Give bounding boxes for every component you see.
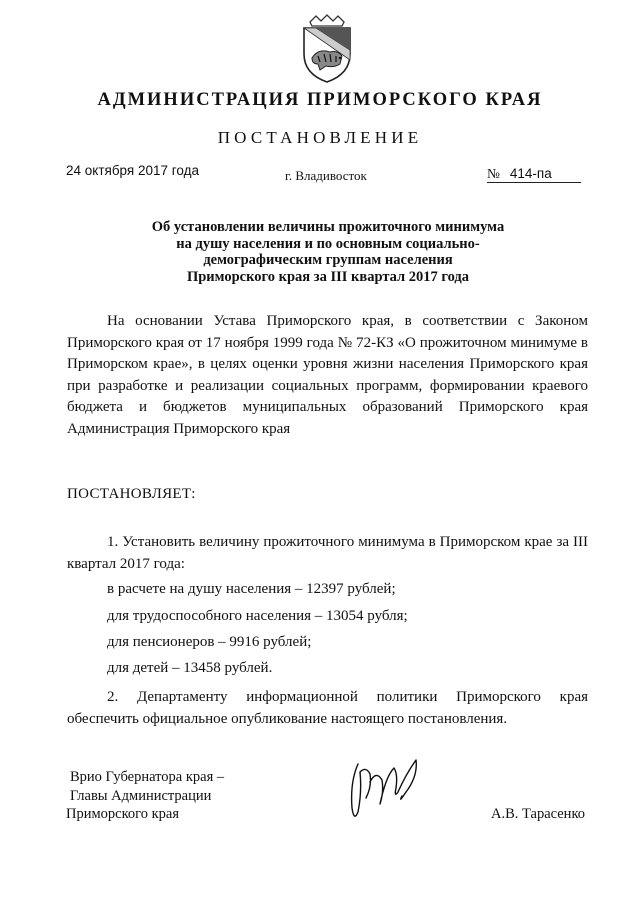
handwritten-signature [336,752,426,826]
document-number [487,166,581,183]
preamble-paragraph [67,311,588,440]
subitem-pensioners: для пенсионеров – 9916 рублей; [107,634,312,650]
signatory-name: А.В. Тарасенко [491,806,586,822]
item-2-lead: 2. Департаменту информационной политики Приморского края [107,689,588,705]
decree-word: ПОСТАНОВЛЯЕТ: [67,486,196,502]
coat-of-arms-icon [296,14,358,84]
signatory-position [66,768,225,824]
item-2 [67,686,588,730]
number-value: 414-па [509,166,552,181]
item-1: 1. Установить величину прожиточного минимума в Приморском крае за III квартал 2017 года: [67,534,588,572]
document-type: ПОСТАНОВЛЕНИЕ [217,128,423,147]
subitem-working-age: для трудоспособного населения – 13054 рубля; [107,608,408,624]
position-line: Приморского края [66,806,180,822]
title-line: Приморского края за III квартал 2017 года [186,268,470,285]
subitem-per-capita: в расчете на душу населения – 12397 рублей; [107,581,396,597]
item-2-rest: обеспечить официальное опубликование настоящего постановления. [67,711,508,727]
position-line: Врио Губернатора края – [70,769,225,785]
document-city: г. Владивосток [285,168,367,183]
subitem-children: для детей – 13458 рублей. [107,660,273,676]
document-title [110,219,546,285]
number-symbol: № [487,166,500,181]
title-line: демографическим группам населения [203,252,453,268]
document-date: 24 октября 2017 года [66,163,199,178]
preamble-text: На основании Устава Приморского края, в соответствии с Законом Приморского края от 17 ноября 1999 года № 72-КЗ «О прожиточном минимуме в Приморском крае», в целях оценки уровня жизни населения Приморского края при разработке и реализации социальных программ, формировании краевого бюджета и бюджетов муниципальных образований Приморского края Администрация Приморского края [67,313,588,437]
position-line: Главы Администрации [70,787,212,804]
title-line: на душу населения и по основным социально- [176,235,480,252]
organization-name: АДМИНИСТРАЦИЯ ПРИМОРСКОГО КРАЯ [97,90,543,110]
title-line: Об установлении величины прожиточного минимума [151,219,505,235]
